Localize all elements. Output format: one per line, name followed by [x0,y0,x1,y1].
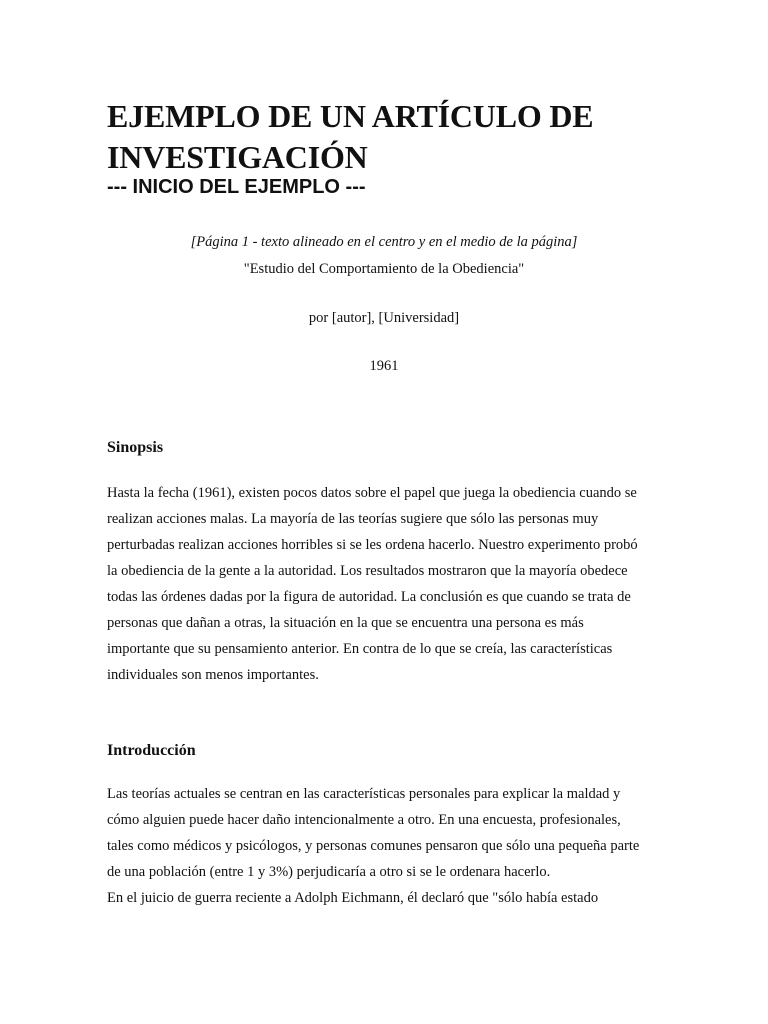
paragraph-line: individuales son menos importantes. [107,667,319,683]
page-note: [Página 1 - texto alineado en el centro y en el medio de la página] [190,234,578,250]
paragraph-line: importante que su pensamiento anterior. En contra de lo que se creía, las características [107,641,613,657]
paragraph-line: cómo alguien puede hacer daño intencionalmente a otro. En una encuesta, profesionales, [107,812,621,828]
paragraph-line: perturbadas realizan acciones horribles si se les ordena hacerlo. Nuestro experimento probó [107,537,638,553]
title-line-1: EJEMPLO DE UN ARTÍCULO DE [107,98,594,134]
publication-year: 1961 [369,358,399,374]
introduccion-paragraph [107,781,663,911]
example-start-marker: --- INICIO DEL EJEMPLO --- [107,176,366,198]
paragraph-line: realizan acciones malas. La mayoría de las teorías sugiere que sólo las personas muy [107,511,599,527]
document-title [107,96,667,178]
author-byline: por [autor], [Universidad] [308,310,460,326]
paragraph-line: En el juicio de guerra reciente a Adolph Eichmann, él declaró que "sólo había estado [107,890,599,906]
sinopsis-heading: Sinopsis [107,439,164,456]
title-line-2: INVESTIGACIÓN [107,139,368,175]
paragraph-line: tales como médicos y psicólogos, y personas comunes pensaron que sólo una pequeña parte [107,838,640,854]
sinopsis-paragraph [107,480,663,688]
paragraph-line: de una población (entre 1 y 3%) perjudicaría a otro si se le ordenara hacerlo. [107,864,551,880]
paragraph-line: Hasta la fecha (1961), existen pocos datos sobre el papel que juega la obediencia cuando se [107,485,637,501]
paragraph-line: la obediencia de la gente a la autoridad. Los resultados mostraron que la mayoría obedece [107,563,628,579]
study-title: "Estudio del Comportamiento de la Obediencia" [243,261,525,277]
introduccion-heading: Introducción [107,742,196,759]
paragraph-line: todas las órdenes dadas por la figura de autoridad. La conclusión es que cuando se trata de [107,589,631,605]
paragraph-line: Las teorías actuales se centran en las características personales para explicar la maldad y [107,786,621,802]
paragraph-line: personas que dañan a otras, la situación en la que se encuentra una persona es más [107,615,584,631]
